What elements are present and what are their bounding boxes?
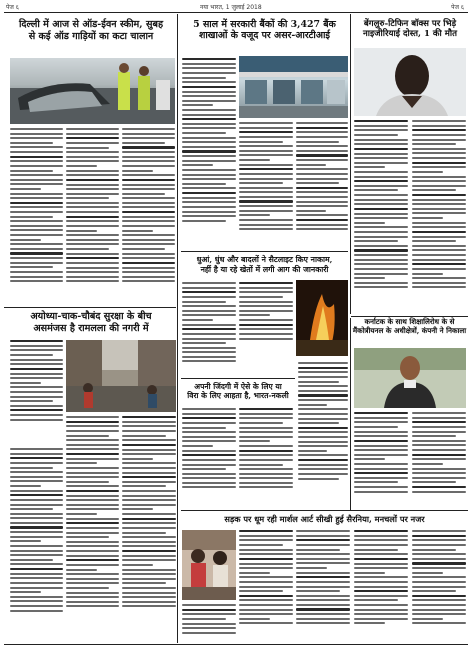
campus-text-col-1: [354, 412, 408, 508]
headline-line: नहीं है या रहे खेतों में लगी आग की जानकारी: [200, 264, 329, 274]
column-rule: [177, 14, 178, 324]
headline-line: मैंकोत्रीयनल के अधीक्षेत्रों, कंपनी ने निकाला: [352, 325, 467, 335]
martial-text-col-3: [296, 530, 350, 642]
martial-text-col-4: [354, 530, 408, 642]
headline-line: अपनी जिंदगी में ऐसे के लिए या: [194, 382, 282, 391]
stubble-text-col-3: [298, 362, 348, 506]
odd-even-text-col-2: [66, 128, 119, 306]
header-rule: [4, 12, 468, 13]
minister-text-col-1: [182, 408, 236, 506]
ayodhya-text-col-2: [66, 416, 119, 642]
section-rule: [181, 251, 348, 252]
headline-line: बेंगलुरु-टिफिन बॉक्स पर भिड़े: [363, 19, 457, 29]
headline-line: दिल्ली में आज से ऑड-ईवन स्कीम, सुबह: [18, 19, 164, 30]
headline-line: से कई ऑड गाड़ियों का कटा चालान: [28, 30, 154, 42]
headline-line: धुआं, धुंध और बादलों ने सैटलाइट किए नाकाम,: [196, 255, 333, 264]
martial-text-col-5: [412, 530, 466, 642]
column-rule: [350, 14, 351, 314]
banks-text-col-3: [296, 122, 348, 250]
page-number-left: पेज ६: [6, 4, 19, 11]
martial-arts-photo: [182, 530, 236, 600]
page-number-right: पेज ६: [451, 4, 464, 11]
banks-text-col-2: [239, 122, 293, 250]
headline-line: कर्नाटक के साथ शिक्षालिरोध के से: [364, 317, 455, 326]
headline-odd-even: [8, 19, 174, 42]
footer-rule: [4, 644, 468, 645]
spokesperson-photo: [354, 348, 466, 408]
tiffin-text-col-1: [354, 120, 408, 316]
tiffin-text-col-2: [412, 120, 466, 316]
headline-line: विरा के लिए आहता है, भारत-नकली: [187, 391, 289, 401]
odd-even-photo: [10, 58, 175, 124]
section-rule: [181, 378, 295, 379]
odd-even-text-col-3: [122, 128, 175, 306]
headline-stubble: [181, 255, 348, 274]
ayodhya-text-col-1: [10, 340, 63, 440]
headline-ayodhya: [8, 311, 174, 334]
martial-text-col-1b: [182, 604, 236, 642]
headline-nigeria-campus: [352, 318, 467, 336]
headline-minister: [181, 382, 295, 401]
ayodhya-text-col-3: [122, 416, 176, 642]
headline-banks: [181, 19, 348, 42]
campus-text-col-2: [412, 412, 466, 508]
column-rule: [350, 318, 351, 510]
ayodhya-text-col-1b: [10, 448, 63, 642]
headline-line: शाखाओं के वजूद पर असर-आरटीआई: [198, 30, 331, 42]
stubble-text-col-1: [182, 282, 236, 382]
banks-text-col-1: [182, 58, 236, 248]
bank-branch-photo: [239, 56, 348, 118]
column-rule: [177, 310, 178, 643]
tiffin-victim-photo: [354, 48, 466, 116]
headline-line: नाइजीरियाई दोस्त, 1 की मौत: [362, 29, 458, 40]
stubble-text-col-2: [239, 282, 293, 354]
section-rule: [4, 307, 176, 308]
odd-even-text-col-1: [10, 128, 63, 306]
dateline: नया भारत, 1 जुलाई 2018: [200, 4, 262, 11]
section-rule: [181, 510, 468, 511]
headline-line: 5 साल में सरकारी बैंकों की 3,427 बैंक: [193, 19, 336, 30]
minister-text-col-2: [239, 408, 293, 506]
ayodhya-street-photo: [66, 340, 176, 412]
headline-line: अयोध्या-चाक-चौबंद सुरक्षा के बीच: [30, 311, 152, 322]
headline-line: असमंजस है रामलला की नगरी में: [33, 322, 149, 334]
headline-tiffin: [353, 19, 467, 40]
headline-martial-arts: सड़क पर धूम रही मार्शल आर्ट सीखी हुई सैरनिया, मनचलों पर नजर: [224, 514, 425, 524]
martial-text-col-2: [239, 530, 293, 642]
farm-fire-photo: [296, 280, 348, 356]
